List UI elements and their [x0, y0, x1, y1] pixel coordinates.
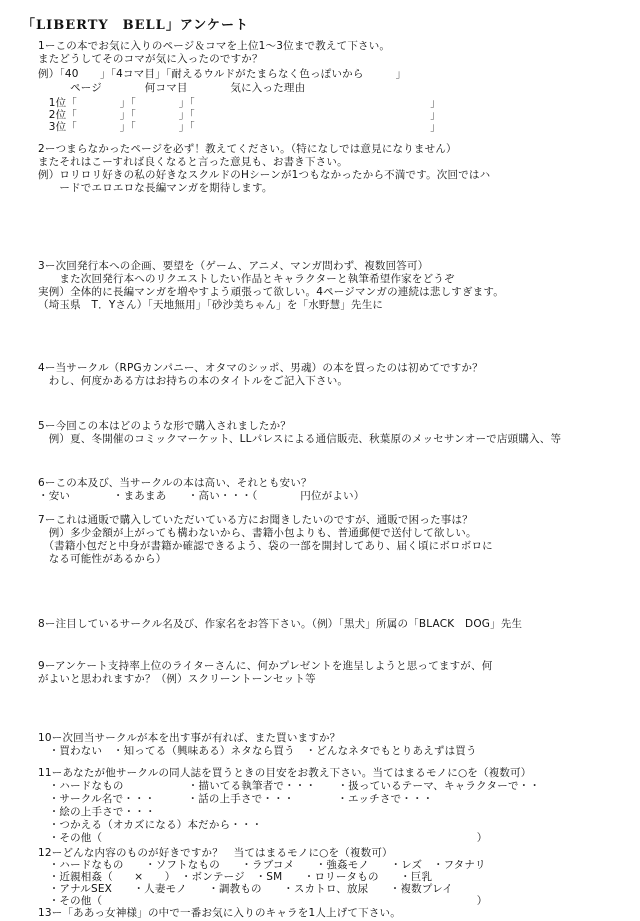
q4-line-1: 4ー当サークル（RPGカンパニー、オタマのシッポ、男魂）の本を買ったのは初めてですか？ — [38, 362, 483, 374]
q12-other: ・その他（ ） — [38, 895, 488, 907]
q4-line-2: わし、何度かある方はお持ちの本のタイトルをご記入下さい。 — [38, 375, 349, 387]
page-title: 「LIBERTY BELL」アンケート — [22, 18, 250, 33]
q6-line-1: 6ーこの本及び、当サークルの本は高い、それとも安い？ — [38, 477, 312, 489]
q2-line-2: またそれはこーすれば良くなると言った意見も、お書き下さい。 — [38, 156, 348, 168]
q11-options-1: ・ハードなもの ・描いてる執筆者で・・・ ・扱っているテーマ、キャラクターで・・ — [38, 780, 541, 792]
q12-options-1: ・ハードなもの ・ソフトなもの ・ラブコメ ・強姦モノ ・レズ ・フタナリ — [38, 859, 486, 871]
q1-rank-1: 1位「 」「 」「 」 — [38, 97, 441, 109]
q11-options-2: ・サークル名で・・・ ・話の上手さで・・・ ・エッチさで・・・ — [38, 793, 434, 805]
q5-example: 例）夏、冬開催のコミックマーケット、LLパレスによる通信販売、秋葉原のメッセサンオーで店頭購入、等 — [38, 433, 562, 445]
q7-line-1: 7ーこれは通販で購入していただいている方にお聞きしたいのですが、通販で困った事は？ — [38, 514, 473, 526]
q7-example-2: （書籍小包だと中身が書籍か確認できるよう、袋の一部を開封してあり、届く頃にボロボロに — [38, 540, 493, 552]
q2-example-1: 例）ロリロリ好きの私の好きなスクルドのHシーンが1つもなかったから不満です。次回ではハ — [38, 169, 491, 181]
q11-line-1: 11ーあなたが他サークルの同人誌を買うときの目安をお教え下さい。当てはまるモノに○を（複数可） — [38, 767, 532, 779]
q1-line-2: またどうしてそのコマが気に入ったのですか？ — [38, 53, 263, 65]
q1-rank-3: 3位「 」「 」「 」 — [38, 121, 441, 133]
q9-line-1: 9ーアンケート支持率上位のライターさんに、何かプレゼントを進呈しようと思ってますが、何 — [38, 660, 493, 672]
q3-example-1: 実例）全体的に長編マンガを増やすよう頑張って欲しい。4ページマンガの連続は悲しすぎます。 — [38, 286, 504, 298]
q11-options-4: ・つかえる（オカズになる）本だから・・・ — [38, 819, 263, 831]
q12-options-2: ・近親相姦（ × ） ・ボンテージ ・SM ・ロリータもの ・巨乳 — [38, 871, 433, 883]
q10-line-1: 10ー次回当サークルが本を出す事が有れば、また買いますか？ — [38, 732, 341, 744]
q1-example-labels: ページ 何コマ目 気に入った理由 — [38, 82, 306, 94]
q2-line-1: 2ーつまらなかったページを必ず！教えてください。（特になしでは意見になりません） — [38, 143, 457, 155]
q3-line-1: 3ー次回発行本への企画、要望を（ゲーム、アニメ、マンガ問わず、複数回答可） — [38, 260, 429, 272]
q10-options: ・買わない ・知ってる（興味ある）ネタなら買う ・どんなネタでもとりあえずは買う — [38, 745, 477, 757]
q7-example-1: 例）多少金額が上がっても構わないから、書籍小包よりも、普通郵便で送付して欲しい。 — [38, 527, 477, 539]
q5-line-1: 5ー今回この本はどのような形で購入されましたか？ — [38, 420, 291, 432]
q12-options-3: ・アナルSEX ・人妻モノ ・調教もの ・スカトロ、放尿 ・複数プレイ — [38, 883, 453, 895]
q11-options-3: ・絵の上手さで・・・ — [38, 806, 156, 818]
q6-options: ・安い ・まあまあ ・高い・・・（ 円位がよい） — [38, 490, 365, 502]
q3-example-2: （埼玉県 T．Yさん）「天地無用」「砂沙美ちゃん」を「水野慧」先生に — [38, 299, 384, 311]
q13-line-1: 13ー「ああっ女神様」の中で一番お気に入りのキャラを1人上げて下さい。 — [38, 907, 401, 919]
q1-rank-2: 2位「 」「 」「 」 — [38, 109, 441, 121]
q1-line-1: 1ーこの本でお気に入りのページ＆コマを上位1～3位まで教えて下さい。 — [38, 40, 391, 52]
q7-example-3: なる可能性があるから） — [38, 553, 167, 565]
q2-example-2: ードでエロエロな長編マンガを期待します。 — [38, 182, 273, 194]
q11-other: ・その他（ ） — [38, 832, 488, 844]
q9-line-2: がよいと思われますか？（例）スクリーントーンセット等 — [38, 673, 316, 685]
q3-line-2: また次回発行本へのリクエストしたい作品とキャラクターと執筆希望作家をどうぞ — [38, 273, 455, 285]
q8-line-1: 8ー注目しているサークル名及び、作家名をお答下さい。（例）「黒犬」所属の「BLACK DOG」先生 — [38, 618, 523, 630]
q1-example: 例）「40 」「4コマ目」「耐えるウルドがたまらなく色っぽいから 」 — [38, 68, 407, 80]
q12-line-1: 12ーどんな内容のものが好きですか？ 当てはまるモノに○を（複数可） — [38, 847, 393, 859]
